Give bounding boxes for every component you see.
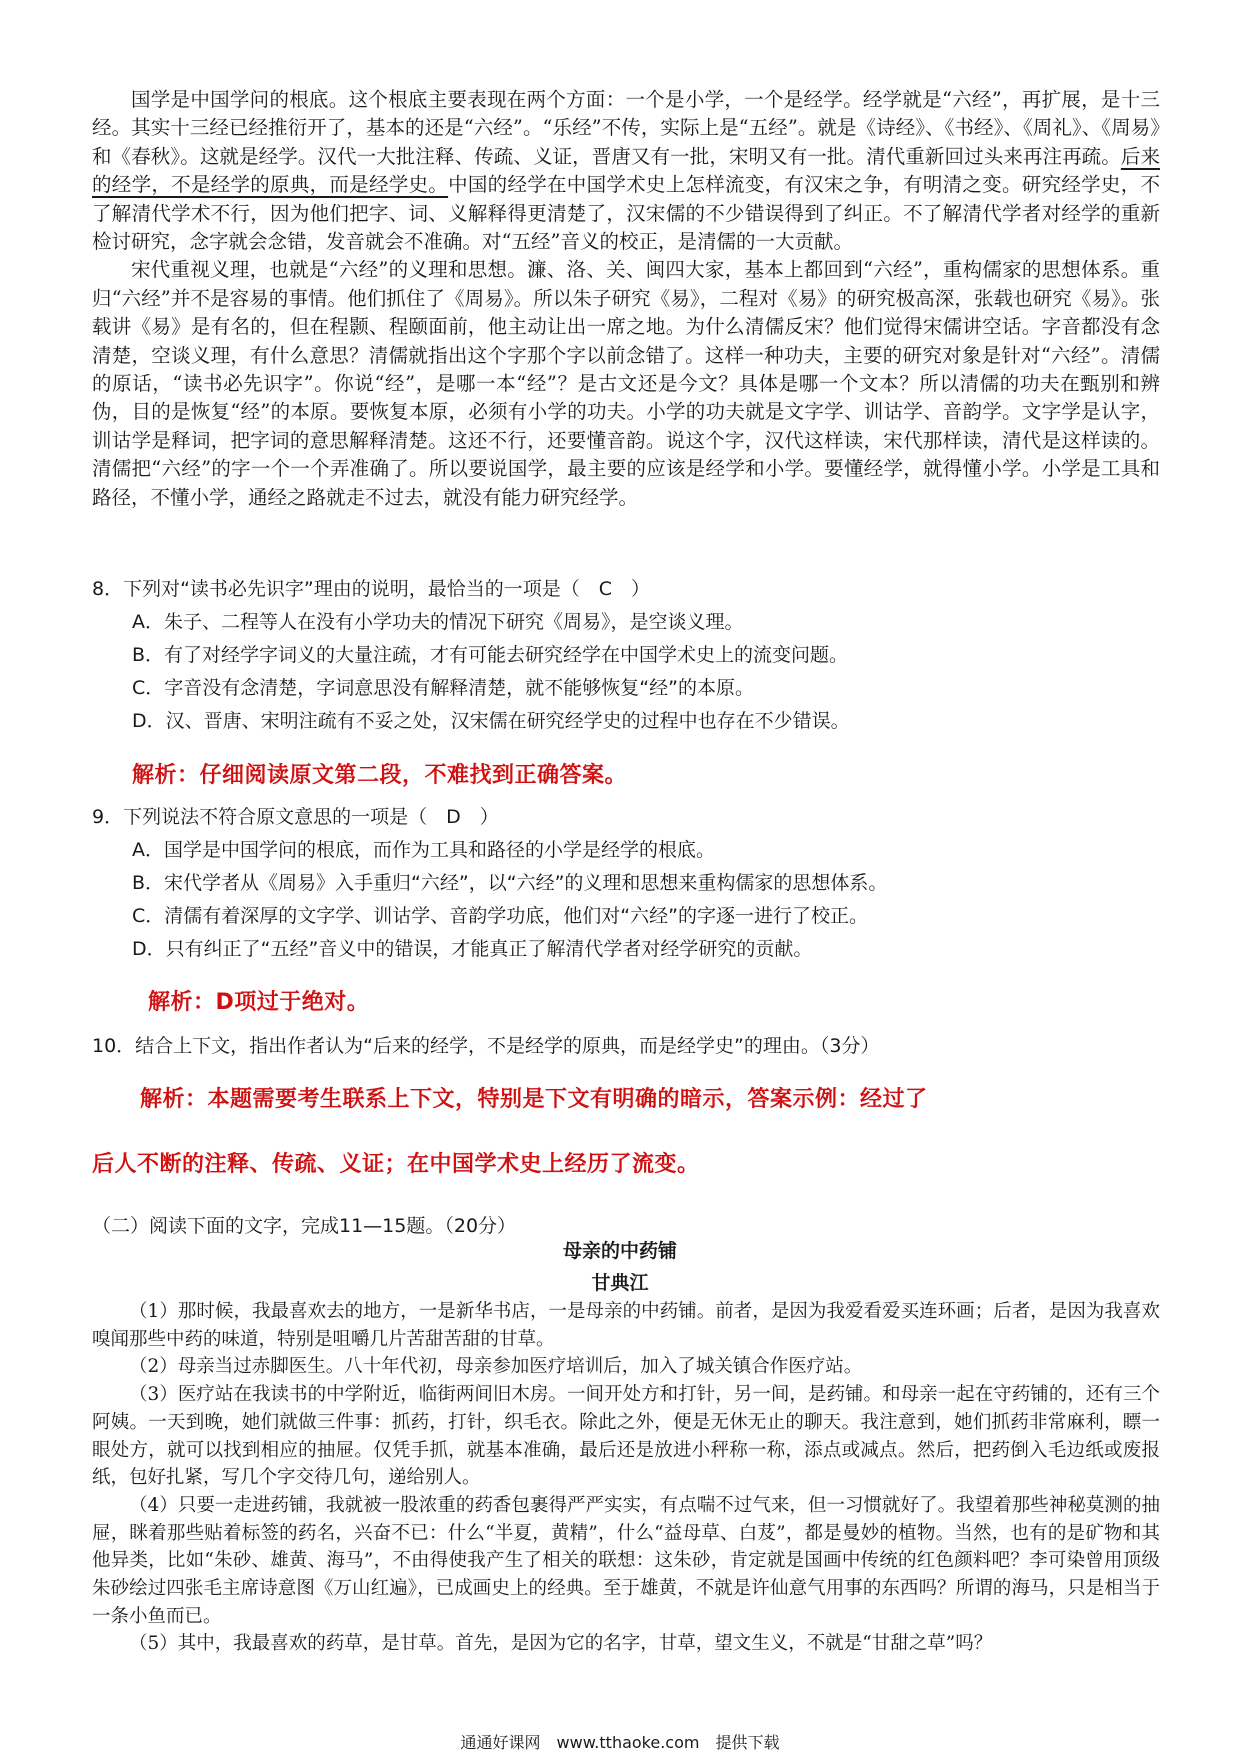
question-stem: 8．下列对“读书必先识字”理由的说明，最恰当的一项是（ C ） bbox=[92, 578, 651, 600]
option-b: B．有了对经学字词义的大量注疏，才有可能去研究经学在中国学术史上的流变问题。 bbox=[132, 644, 849, 666]
story-author: 甘典江 bbox=[591, 1272, 649, 1294]
paragraph-text: 国学是中国学问的根底。这个根底主要表现在两个方面：一个是小学，一个是经学。经学就是“六经”，再扩展，是十三经。其实十三经已经推衍开了，基本的还是“六经”。“乐经”不传，实际上是“五经”。就是《诗经》、《书经》、《周礼》、《周易》和《春秋》。这就是经学。汉代一大批注释、传疏、义证，晋唐又有一批，宋明又有一批。清代重新回过头来再注再疏。 bbox=[92, 88, 1160, 168]
question-9 bbox=[92, 801, 1160, 966]
option-a: A．国学是中国学问的根底，而作为工具和路径的小学是经学的根底。 bbox=[132, 839, 715, 861]
story-title: 母亲的中药铺 bbox=[562, 1240, 677, 1262]
question-stem: 9．下列说法不符合原文意思的一项是（ D ） bbox=[92, 806, 499, 828]
analysis-q10-line2: 后人不断的注释、传疏、义证；在中国学术史上经历了流变。 bbox=[92, 1152, 700, 1177]
question-10 bbox=[92, 1030, 1160, 1063]
passage-one bbox=[92, 86, 1160, 512]
analysis-q9: 解析：D项过于绝对。 bbox=[148, 990, 370, 1015]
story-paragraph-1: （1）那时候，我最喜欢去的地方，一是新华书店，一是母亲的中药铺。前者，是因为我爱看爱买连环画；后者，是因为我喜欢嗅闻那些中药的味道，特别是咀嚼几片苦甜苦甜的甘草。 bbox=[92, 1301, 1160, 1350]
option-c: C．清儒有着深厚的文字学、训诂学、音韵学功底，他们对“六经”的字逐一进行了校正。 bbox=[132, 905, 868, 927]
passage-paragraph-2: 宋代重视义理，也就是“六经”的义理和思想。濂、洛、关、闽四大家，基本上都回到“六经”，重构儒家的思想体系。重归“六经”并不是容易的事情。他们抓住了《周易》。所以朱子研究《易》，二程对《易》的研究极高深，张载也研究《易》。张载讲《易》是有名的，但在程颢、程颐面前，他主动让出一席之地。为什么清儒反宋？他们觉得宋儒讲空话。字音都没有念清楚，空谈义理，有什么意思？清儒就指出这个字那个字以前念错了。这样一种功夫，主要的研究对象是针对“六经”。清儒的原话，“读书必先识字”。你说“经”，是哪一本“经”？是古文还是今文？具体是哪一个文本？所以清儒的功夫在甄别和辨伪，目的是恢复“经”的本原。要恢复本原，必须有小学的功夫。小学的功夫就是文字学、训诂学、音韵学。文字学是认字，训诂学是释词，把字词的意思解释清楚。这还不行，还要懂音韵。说这个字，汉代这样读，宋代那样读，清代是这样读的。清儒把“六经”的字一个一个弄准确了。所以要说国学，最主要的应该是经学和小学。要懂经学，就得懂小学。小学是工具和路径，不懂小学，通经之路就走不过去，就没有能力研究经学。 bbox=[92, 258, 1160, 509]
option-d: D．汉、晋唐、宋明注疏有不妥之处，汉宋儒在研究经学史的过程中也存在不少错误。 bbox=[132, 710, 850, 732]
section-intro-text: （二）阅读下面的文字，完成11—15题。（20分） bbox=[92, 1215, 517, 1237]
page-footer: 通通好课网 www.tthaoke.com 提供下载 bbox=[460, 1733, 780, 1752]
analysis-q10-line1: 解析：本题需要考生联系上下文，特别是下文有明确的暗示，答案示例：经过了 bbox=[140, 1087, 928, 1112]
question-stem: 10．结合上下文，指出作者认为“后来的经学，不是经学的原典，而是经学史”的理由。（3分） bbox=[92, 1035, 880, 1057]
story-paragraph-5: （5）其中，我最喜欢的药草，是甘草。首先，是因为它的名字，甘草，望文生义，不就是“甘甜之草”吗？ bbox=[129, 1633, 993, 1655]
option-c: C．字音没有念清楚，字词意思没有解释清楚，就不能够恢复“经”的本原。 bbox=[132, 677, 754, 699]
story-body bbox=[92, 1298, 1160, 1658]
option-d: D．只有纠正了“五经”音义中的错误，才能真正了解清代学者对经学研究的贡献。 bbox=[132, 938, 813, 960]
question-8 bbox=[92, 573, 1160, 738]
story-paragraph-2: （2）母亲当过赤脚医生。八十年代初，母亲参加医疗培训后，加入了城关镇合作医疗站。 bbox=[129, 1356, 863, 1378]
analysis-q8: 解析：仔细阅读原文第二段，不难找到正确答案。 bbox=[132, 763, 628, 788]
paragraph-text: 中国的经学在中国学术史上怎样流变，有汉宋之争，有明清之变。研究经学史，不了解清代学术不行，因为他们把字、词、义解释得更清楚了，汉宋儒的不少错误得到了纠正。不了解清代学者对经学的重新检讨研究，念字就会念错，发音就会不准确。对“五经”音义的校正，是清儒的一大贡献。 bbox=[92, 173, 1160, 254]
underlined-sentence: 后来的经学，不是经学的原典，而是经学史。 bbox=[92, 144, 1160, 197]
passage-paragraph-1 bbox=[92, 86, 1160, 256]
story-paragraph-4: （4）只要一走进药铺，我就被一股浓重的药香包裹得严严实实，有点喘不过气来，但一习惯就好了。我望着那些神秘莫测的抽屉，眯着那些贴着标签的药名，兴奋不已：什么“半夏，黄精”，什么“益母草、白芨”，都是曼妙的植物。当然，也有的是矿物和其他异类，比如“朱砂、雄黄、海马”，不由得使我产生了相关的联想：这朱砂，肯定就是国画中传统的红色颜料吧？李可染曾用顶级朱砂绘过四张毛主席诗意图《万山红遍》，已成画史上的经典。至于雄黄，不就是许仙意气用事的东西吗？所谓的海马，只是相当于一条小鱼而已。 bbox=[92, 1494, 1160, 1627]
option-a: A．朱子、二程等人在没有小学功夫的情况下研究《周易》，是空谈义理。 bbox=[132, 611, 744, 633]
story-paragraph-3: （3）医疗站在我读书的中学附近，临街两间旧木房。一间开处方和打针，另一间，是药铺。和母亲一起在守药铺的，还有三个阿姨。一天到晚，她们就做三件事：抓药，打针，织毛衣。除此之外，便是无休无止的聊天。我注意到，她们抓药非常麻利，瞟一眼处方，就可以找到相应的抽屉。仅凭手抓，就基本准确，最后还是放进小秤称一称，添点或减点。然后，把药倒入毛边纸或废报纸，包好扎紧，写几个字交待几句，递给别人。 bbox=[92, 1384, 1160, 1489]
option-b: B．宋代学者从《周易》入手重归“六经”，以“六经”的义理和思想来重构儒家的思想体系。 bbox=[132, 872, 888, 894]
